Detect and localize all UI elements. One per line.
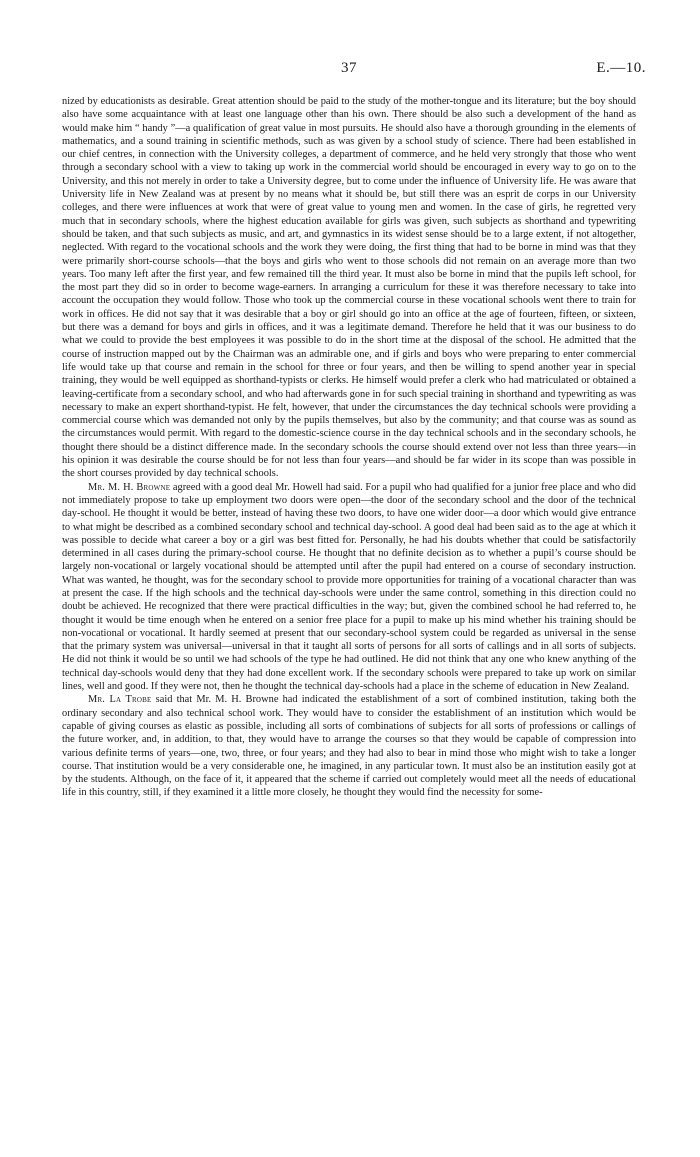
speaker-name: Mr. M. H. Browne	[88, 481, 171, 493]
paragraph-text: said that Mr. M. H. Browne had indicated the establishment of a sort of combined institution, taking both the ordinary secondary and also technical school work. They would have to consider the establishment of an institution which would be capable of giving courses as elastic as possible, including all sorts of combinations of subjects for all sorts of professions or callings of the future worker, and, in addition, to that, they would have to arrange the courses so that they would be capable of compression into various definite terms of years—one, two, three, or four years; and they had also to bear in mind those who might wish to take a longer course. That institution would be a very considerable one, he imagined, in any particular town. It must also be an institution easily got at by the students. Although, on the face of it, it appeared that the scheme if carried out completely would meet all the needs of educational life in this country, still, if they examined it a little more closely, he thought they would find the necessity for some-	[62, 694, 636, 799]
paragraph-3	[62, 693, 636, 799]
page-number: 37	[341, 60, 357, 76]
document-reference: E.—10.	[596, 60, 646, 76]
paragraph-text: agreed with a good deal Mr. Howell had said. For a pupil who had qualified for a junior free place and who did not immediately propose to take up employment two doors were open—the door of the secondary school and the door of the technical day-school. He thought it would be better, instead of having these two doors, to have one wider door—a door which would give entrance to what might be described as a combined secondary school and technical day-school. A good deal had been said as to the age at which it was possible to decide what career a boy or a girl was best fitted for. Personally, he had his doubts whether that could be satisfactorily determined in all cases during the primary-school course. He thought that no definite decision as to whether a pupil’s course should be largely non-vocational or largely vocational should be attempted until after the pupil had entered on a course of secondary instruction. What was wanted, he thought, was for the secondary school to provide more opportunities for training of a vocational character than was at present the case. If the high schools and the technical day-schools were under the same control, something in this direction could no doubt be achieved. He recognized that there were practical difficulties in the way; but, given the combined school he had referred to, he thought it would be time enough when he entered on a senior free place for a pupil to make up his mind whether his training should be non-vocational or vocational. It hardly seemed at present that our secondary-school system could be regarded as universal in the sense that the primary system was universal—universal in that it taught all sorts of persons for all sorts of callings and in all sorts of subjects. He did not think it would be so until we had schools of the type he had outlined. He did not think that any one who knew anything of the technical day-schools would deny that they had done excellent work. If the secondary schools were prepared to take up work on similar lines, well and good. If they were not, then he thought the technical day-schools had a place in the scheme of education in New Zealand.	[62, 481, 636, 693]
body-text	[62, 95, 636, 800]
paragraph-2	[62, 481, 636, 694]
speaker-name: Mr. La Trobe	[88, 694, 152, 706]
page-header	[62, 60, 646, 80]
paragraph-1: nized by educationists as desirable. Great attention should be paid to the study of the mother-tongue and its literature; but the boy should also have some acquaintance with at least one language other than his own. There should be also such a development of the hand as would make him “ handy ”—a qualification of great value in most pursuits. He should also have a thorough grounding in the elements of mathematics, and a sound training in scientific methods, such as was given by a school study of science. There had been established in our chief centres, in connection with the University colleges, a department of commerce, and he held very strongly that those who went through a secondary school with a view to taking up work in the commercial world should be encouraged in every way to go on to the University, and this not merely in order to take a University degree, but to come under the influence of University life. He was aware that University life in New Zealand was at present by no means what it should be, but still there was an esprit de corps in our University colleges, and there were influences at work that were of great value to young men and women. In the case of girls, he regretted very much that in secondary schools, where the highest education available for girls was given, such subjects as shorthand and typewriting should be taken, and that such subjects as music, and art, and gymnastics in its widest sense should be to a large extent, if not altogether, neglected. With regard to the vocational schools and the work they were doing, the first thing that had to be borne in mind was that they were primarily short-course schools—that the boys and girls who went to those schools did not remain on an average more than two years. Too many left after the first year, and few remained till the third year. It must also be borne in mind that the pupils left school, for the most part they did so in order to become wage-earners. In arranging a curriculum for these it was therefore necessary to take into account the occupation they would follow. Those who took up the commercial course in these vocational schools went there to train for work in offices. He did not say that it was desirable that a boy or girl should go into an office at the age of fourteen, fifteen, or sixteen, but there was a demand for boys and girls in offices, and it was a legitimate demand. Therefore he held that it was our business to do what we could to provide the best employees it was possible to do in the short time at the disposal of the school. He admitted that the course of instruction mapped out by the Chairman was an admirable one, and if girls and boys who were preparing to enter commercial life would take up that course and remain in the school for three or four years, and then be willing to spend another year in special training, they would be well equipped as shorthand-typists or clerks. He himself would prefer a clerk who had matriculated or obtained a leaving-certificate from a secondary school, and who had afterwards gone in for such special training in shorthand and typewriting as was necessary to make an expert shorthand-typist. He felt, however, that under the circumstances the day technical schools were providing a commercial course which was demanded not only by the pupils themselves, but also by the community; and that course was as sound as the circumstances would permit. With regard to the domestic-science course in the day technical schools and in the secondary schools, he thought there should be a distinct difference made. In the secondary schools the course should extend over not less than three years—in his opinion it was desirable the course should be for not less than four years—and should be far wider in its scope than was possible in the short courses provided by day technical schools.	[62, 96, 636, 480]
